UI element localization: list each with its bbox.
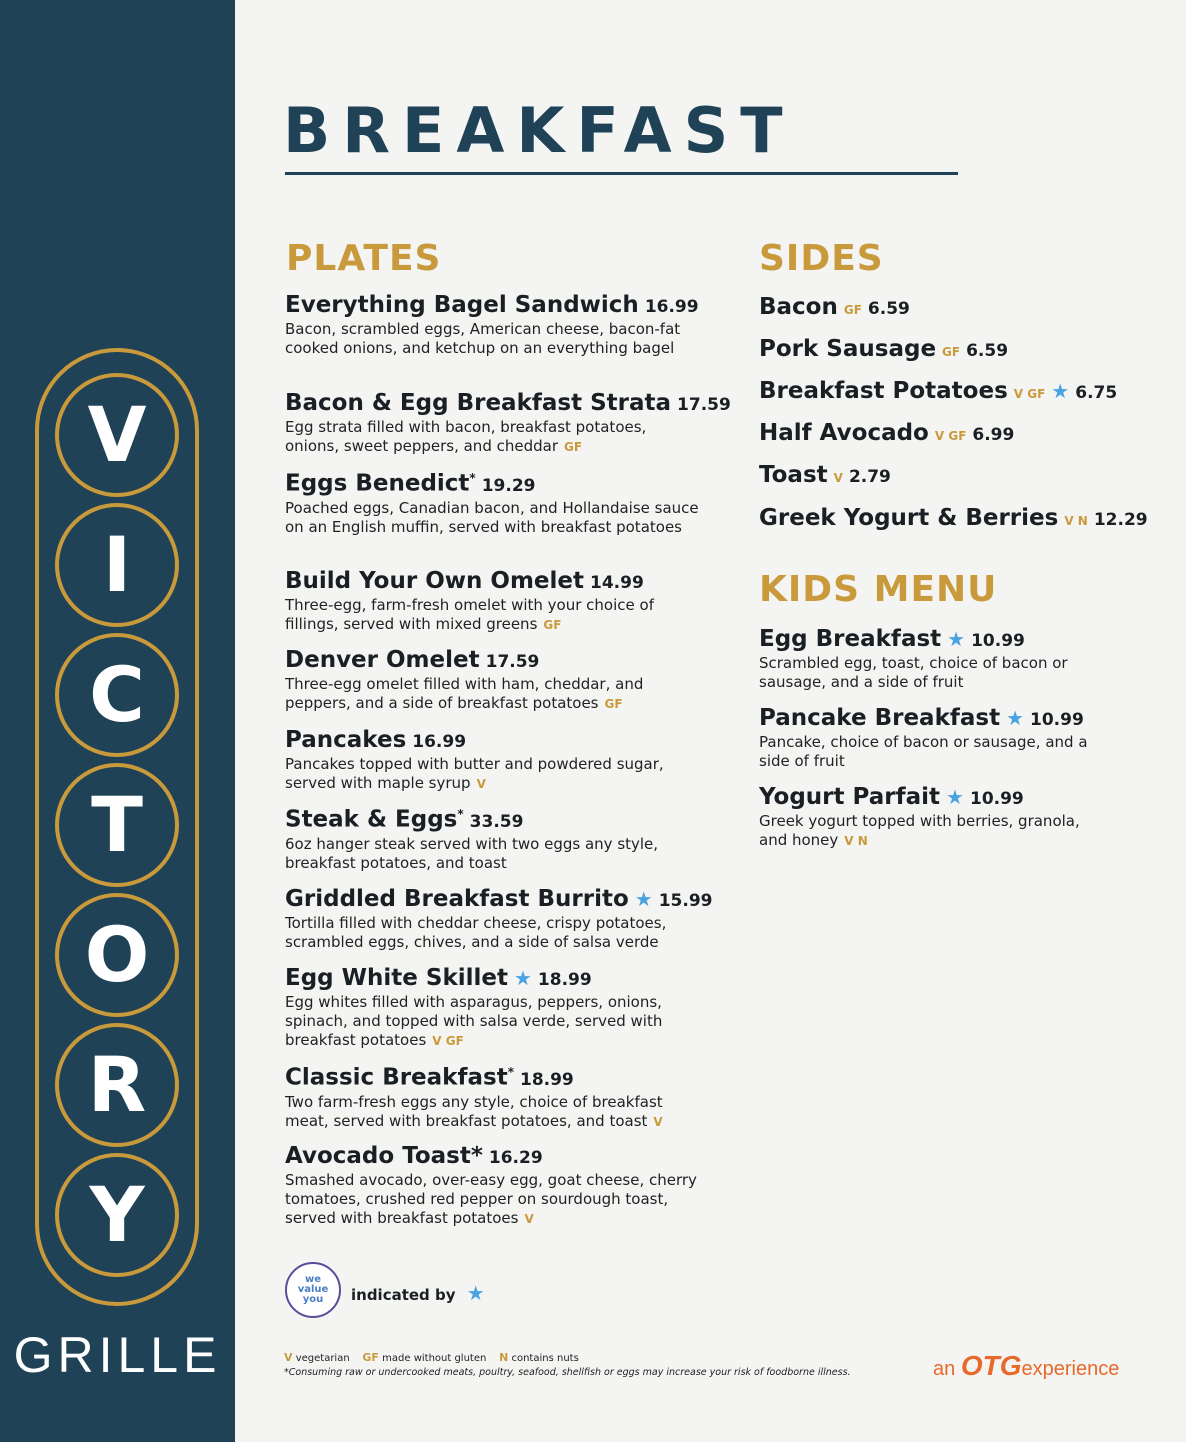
plate-item xyxy=(285,472,705,537)
side-item xyxy=(759,464,891,487)
raw-notice-asterisk: * xyxy=(457,807,464,821)
plate-item xyxy=(285,729,705,794)
plate-desc-text: Three-egg, farm-fresh omelet with your choice of fillings, served with mixed greens xyxy=(285,596,654,633)
kids-desc-text: Pancake, choice of bacon or sausage, and a side of fruit xyxy=(759,733,1088,770)
diet-tags: GF xyxy=(843,303,862,317)
side-item xyxy=(759,507,1148,530)
otg-mark: OTG xyxy=(960,1350,1022,1381)
kids-price: 10.99 xyxy=(971,631,1025,651)
plate-price: 15.99 xyxy=(658,891,713,911)
kids-description xyxy=(759,812,1104,851)
kids-desc-text: Greek yogurt topped with berries, granola, and honey xyxy=(759,812,1080,849)
diet-tags: V N xyxy=(844,834,868,848)
kids-name-row xyxy=(759,707,1104,730)
plate-name: Pancakes xyxy=(285,727,407,753)
plate-item xyxy=(285,390,731,457)
plate-price: 17.59 xyxy=(485,652,540,672)
plate-name: Everything Bagel Sandwich xyxy=(285,292,639,318)
diet-tags: GF xyxy=(604,697,623,711)
side-price: 6.59 xyxy=(867,299,910,319)
plate-name-row xyxy=(285,1145,705,1168)
plate-description xyxy=(285,993,705,1051)
kids-price: 10.99 xyxy=(1030,710,1084,730)
plate-price: 16.99 xyxy=(644,297,699,317)
otg-logo xyxy=(933,1350,1119,1382)
badge-line-1: we xyxy=(304,1274,322,1285)
plate-name-row xyxy=(285,967,705,990)
plate-description xyxy=(285,755,705,794)
otg-experience: experience xyxy=(1021,1358,1120,1380)
kids-name-row xyxy=(759,628,1104,651)
kids-name: Yogurt Parfait xyxy=(759,784,941,810)
plate-name-row xyxy=(285,649,705,672)
plate-desc-text: 6oz hanger steak served with two eggs any style, breakfast potatoes, and toast xyxy=(285,834,659,872)
plate-name: Griddled Breakfast Burrito xyxy=(285,886,629,912)
legend-n-text: contains nuts xyxy=(511,1353,579,1364)
plate-name: Build Your Own Omelet xyxy=(285,568,584,594)
star-icon: ★ xyxy=(634,887,653,911)
plate-price: 16.29 xyxy=(488,1148,543,1168)
raw-notice-asterisk: * xyxy=(469,471,476,485)
diet-tags: V xyxy=(653,1114,663,1129)
plate-item xyxy=(285,967,705,1051)
foodborne-disclaimer: *Consuming raw or undercooked meats, poultry, seafood, shellfish or eggs may increase your risk of foodborne illness. xyxy=(284,1367,851,1378)
plate-item xyxy=(285,570,705,635)
brand-letter-v: V xyxy=(55,373,179,497)
plate-name: Steak & Eggs xyxy=(285,806,458,833)
plate-desc-text: Poached eggs, Canadian bacon, and Hollandaise sauce on an English muffin, served with breakfast potatoes xyxy=(285,498,699,536)
kids-description xyxy=(759,733,1104,771)
legend-gf-text: made without gluten xyxy=(382,1353,487,1364)
diet-tags: V xyxy=(524,1212,534,1226)
plate-item xyxy=(285,886,713,952)
brand-letter-y: Y xyxy=(55,1153,179,1277)
brand-letter-r: R xyxy=(55,1023,179,1147)
kids-item xyxy=(759,786,1104,851)
dietary-legend xyxy=(284,1351,579,1364)
plate-price: 14.99 xyxy=(590,573,644,593)
legend-gf-key: GF xyxy=(362,1351,379,1364)
brand-letter-i: I xyxy=(55,503,179,627)
plate-description xyxy=(285,596,705,635)
kids-name: Egg Breakfast xyxy=(759,626,942,652)
plate-desc-text: Egg strata filled with bacon, breakfast potatoes, onions, sweet peppers, and cheddar xyxy=(285,418,647,455)
diet-tags: V xyxy=(833,471,843,485)
plate-price: 18.99 xyxy=(519,1069,574,1090)
plate-description xyxy=(285,418,705,457)
kids-name: Pancake Breakfast xyxy=(759,705,1001,731)
kids-desc-text: Scrambled egg, toast, choice of bacon or sausage, and a side of fruit xyxy=(759,654,1068,691)
kids-item xyxy=(759,707,1104,771)
plate-description xyxy=(285,675,705,714)
side-name: Bacon xyxy=(759,294,838,320)
star-icon: ★ xyxy=(466,1281,485,1305)
legend-n-key: N xyxy=(499,1351,509,1364)
side-price: 6.59 xyxy=(966,341,1009,361)
side-name: Pork Sausage xyxy=(759,336,937,362)
title-divider xyxy=(285,172,958,175)
plate-desc-text: Pancakes topped with butter and powdered sugar, served with maple syrup xyxy=(285,755,664,792)
plate-name: Eggs Benedict xyxy=(285,470,470,497)
plate-desc-text: Smashed avocado, over-easy egg, goat cheese, cherry tomatoes, crushed red pepper on sourdough toast, served with breakfast potatoes xyxy=(285,1171,697,1227)
star-icon: ★ xyxy=(946,785,964,809)
sides-heading: SIDES xyxy=(759,238,884,279)
diet-tags: V N xyxy=(1064,514,1088,528)
plate-name-row xyxy=(285,808,705,832)
plate-name: Avocado Toast* xyxy=(285,1143,483,1169)
plate-description xyxy=(285,499,705,537)
plate-price: 33.59 xyxy=(469,811,524,832)
diet-tags: V GF xyxy=(432,1034,464,1048)
plate-name-row xyxy=(285,570,705,593)
indicated-by-text: indicated by xyxy=(351,1286,456,1304)
legend-v-key: V xyxy=(284,1351,293,1364)
diet-tags: GF xyxy=(543,618,562,632)
kids-heading: KIDS MENU xyxy=(759,569,998,610)
brand-panel xyxy=(0,0,235,1442)
plate-desc-text: Two farm-fresh eggs any style, choice of breakfast meat, served with breakfast potatoes, and toast xyxy=(285,1092,663,1130)
plate-item xyxy=(285,808,705,873)
star-icon: ★ xyxy=(1006,706,1025,730)
plate-name: Classic Breakfast xyxy=(285,1064,508,1091)
brand-letter-c: C xyxy=(55,633,179,757)
badge-line-3: you xyxy=(302,1294,324,1305)
side-item xyxy=(759,380,1117,403)
plates-heading: PLATES xyxy=(286,238,442,279)
page-title: BREAKFAST xyxy=(283,94,795,167)
brand-grille: GRILLE xyxy=(13,1327,222,1383)
plate-item xyxy=(285,294,705,358)
raw-notice-asterisk: * xyxy=(507,1065,514,1079)
diet-tags: V GF xyxy=(1013,387,1046,401)
we-value-you-badge-icon xyxy=(285,1262,341,1318)
diet-tags: V xyxy=(476,777,486,791)
plate-name: Bacon & Egg Breakfast Strata xyxy=(285,390,672,416)
side-price: 6.99 xyxy=(972,425,1015,445)
plate-name-row xyxy=(285,1066,705,1090)
side-item xyxy=(759,296,910,319)
plate-description xyxy=(285,914,705,952)
side-item xyxy=(759,338,1008,361)
plate-description xyxy=(285,320,705,358)
star-icon: ★ xyxy=(513,966,532,990)
kids-price: 10.99 xyxy=(969,789,1024,809)
plate-price: 19.29 xyxy=(481,475,536,496)
plate-desc-text: Bacon, scrambled eggs, American cheese, bacon-fat cooked onions, and ketchup on an everything bagel xyxy=(285,320,681,357)
side-name: Toast xyxy=(759,462,828,488)
otg-an: an xyxy=(933,1358,956,1380)
diet-tags: V GF xyxy=(934,429,967,443)
badge-indicator xyxy=(351,1281,485,1305)
plate-item xyxy=(285,1066,705,1132)
plate-item xyxy=(285,649,705,714)
plate-desc-text: Egg whites filled with asparagus, peppers, onions, spinach, and topped with salsa verde, served with breakfast potatoes xyxy=(285,993,663,1049)
kids-item xyxy=(759,628,1104,692)
brand-letter-t: T xyxy=(55,763,179,887)
side-item xyxy=(759,422,1014,445)
legend-v-text: vegetarian xyxy=(295,1353,350,1364)
side-price: 12.29 xyxy=(1093,510,1148,530)
diet-tags: GF xyxy=(942,345,961,359)
side-price: 6.75 xyxy=(1075,383,1118,403)
star-icon: ★ xyxy=(1051,379,1070,403)
plate-name-row xyxy=(285,472,705,496)
side-name: Greek Yogurt & Berries xyxy=(759,505,1059,531)
brand-letter-o: O xyxy=(55,893,179,1017)
plate-description xyxy=(285,835,705,873)
diet-tags: GF xyxy=(564,440,583,454)
side-price: 2.79 xyxy=(848,467,891,487)
plate-name: Egg White Skillet xyxy=(285,965,508,991)
kids-description xyxy=(759,654,1104,692)
plate-desc-text: Three-egg omelet filled with ham, cheddar, and peppers, and a side of breakfast potatoes xyxy=(285,675,644,712)
plate-name-row xyxy=(285,390,731,416)
plate-name-row xyxy=(285,294,705,317)
plate-item xyxy=(285,1145,705,1229)
side-name: Breakfast Potatoes xyxy=(759,378,1008,404)
plate-description xyxy=(285,1171,705,1229)
side-name: Half Avocado xyxy=(759,420,929,446)
kids-name-row xyxy=(759,786,1104,809)
badge-line-2: value xyxy=(297,1284,329,1295)
plate-name-row xyxy=(285,729,705,752)
plate-price: 18.99 xyxy=(537,970,592,990)
plate-name: Denver Omelet xyxy=(285,647,480,673)
plate-description xyxy=(285,1093,705,1132)
plate-price: 16.99 xyxy=(412,732,467,752)
plate-price: 17.59 xyxy=(677,395,731,415)
plate-name-row xyxy=(285,886,713,912)
plate-desc-text: Tortilla filled with cheddar cheese, crispy potatoes, scrambled eggs, chives, and a side of salsa verde xyxy=(285,914,667,951)
star-icon: ★ xyxy=(947,627,966,651)
